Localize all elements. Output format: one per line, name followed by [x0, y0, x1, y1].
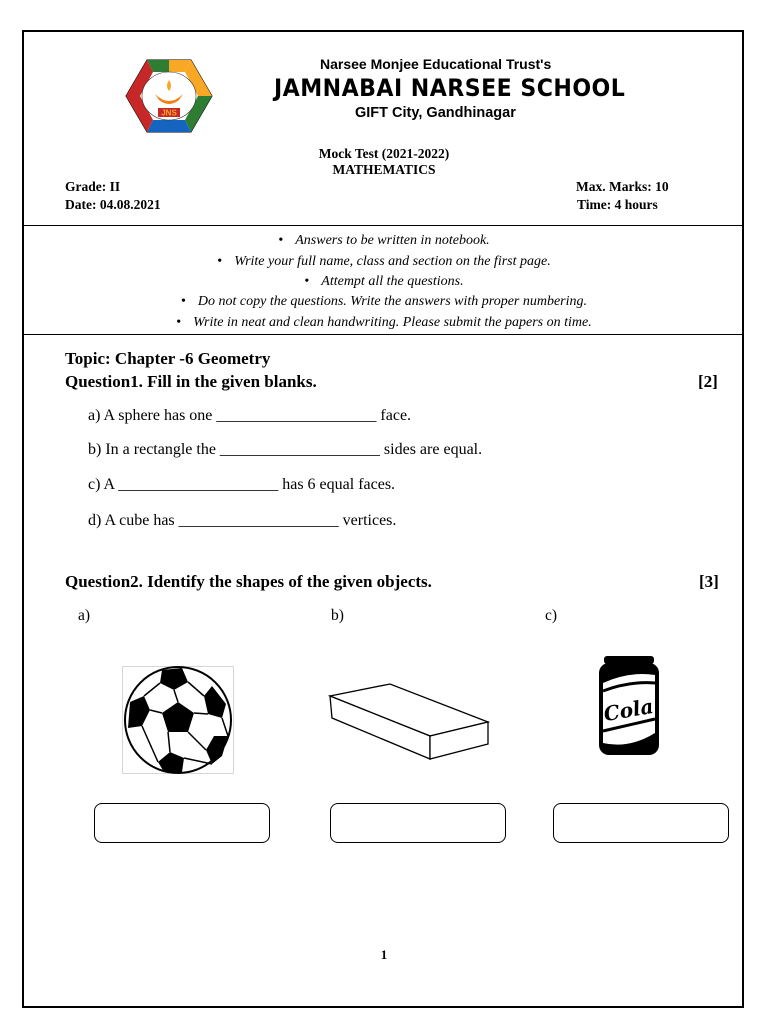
subject-title: MATHEMATICS — [332, 162, 436, 177]
page-number: 1 — [380, 947, 388, 962]
question1-item: a) A sphere has one ____________________ face. — [88, 407, 412, 424]
school-name: JAMNABAI NARSEE SCHOOL — [274, 74, 626, 102]
question1-item: b) In a rectangle the ____________________ sides are equal. — [88, 441, 483, 458]
divider — [22, 334, 744, 335]
answer-box-a[interactable] — [94, 803, 270, 843]
grade: Grade: II — [65, 179, 121, 194]
exam-time: Time: 4 hours — [577, 197, 658, 212]
instruction-item: • Write your full name, class and section on the first page. — [217, 254, 551, 269]
answer-box-c[interactable] — [553, 803, 729, 843]
option-label-b: b) — [331, 607, 344, 624]
max-marks: Max. Marks: 10 — [576, 179, 669, 194]
cuboid-image — [326, 682, 492, 762]
instruction-item: • Answers to be written in notebook. — [278, 233, 490, 248]
answer-box-b[interactable] — [330, 803, 506, 843]
question1-marks: [2] — [698, 372, 718, 391]
logo-text: JNS — [161, 108, 177, 118]
instruction-item: • Write in neat and clean handwriting. Please submit the papers on time. — [176, 315, 592, 330]
question1-item: d) A cube has ____________________ vertices. — [88, 512, 397, 529]
question1-title: Question1. Fill in the given blanks. — [65, 372, 317, 391]
instruction-item: • Attempt all the questions. — [304, 274, 464, 289]
question1-item: c) A ____________________ has 6 equal faces. — [88, 476, 396, 493]
can-label: Cola — [601, 693, 656, 727]
option-label-c: c) — [545, 607, 558, 624]
divider — [22, 225, 744, 226]
question2-marks: [3] — [699, 572, 719, 591]
trust-name: Narsee Monjee Educational Trust's — [320, 56, 552, 72]
soccer-ball-image — [122, 666, 234, 774]
test-title: Mock Test (2021-2022) — [318, 146, 450, 161]
exam-date: Date: 04.08.2021 — [65, 197, 161, 212]
school-logo — [125, 58, 213, 134]
option-label-a: a) — [78, 607, 91, 624]
instruction-item: • Do not copy the questions. Write the answers with proper numbering. — [180, 294, 588, 309]
question2-title: Question2. Identify the shapes of the given objects. — [65, 572, 432, 591]
topic-heading: Topic: Chapter -6 Geometry — [65, 349, 271, 368]
cola-can-image — [596, 655, 662, 761]
school-city: GIFT City, Gandhinagar — [355, 105, 516, 121]
